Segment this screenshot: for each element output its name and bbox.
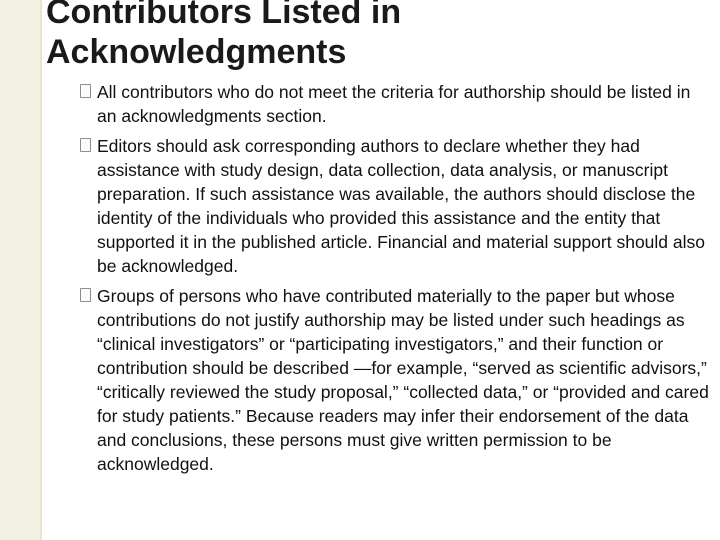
slide-title-line-2: Acknowledgments xyxy=(46,33,347,71)
slide-title-line-1: Contributors Listed in xyxy=(46,0,402,31)
missing-glyph-box-icon xyxy=(80,288,91,302)
bullet-text-1: All contributors who do not meet the criteria for authorship should be listed in an acknowledgments section. xyxy=(97,82,691,126)
slide-title xyxy=(46,0,401,72)
decorative-side-strip xyxy=(0,0,40,540)
bullet-text-3: Groups of persons who have contributed materially to the paper but whose contributions do not justify authorship may be listed under such headings as “clinical investigators” or “participating investigators,” and their function or contribution should be described —for example, “served as scientific advisors,” “critically reviewed the study proposal,” “collected data,” or “provided and cared for study patients.” Because readers may infer their endorsement of the data and conclusions, these persons must give written permission to be acknowledged. xyxy=(97,286,709,474)
bullet-item-3 xyxy=(80,284,712,476)
bullet-item-2 xyxy=(80,134,712,278)
missing-glyph-box-icon xyxy=(80,138,91,152)
bullet-text-2: Editors should ask corresponding authors to declare whether they had assistance with study design, data collection, data analysis, or manuscript preparation. If such assistance was available, the authors should disclose the identity of the individuals who provided this assistance and the entity that supported it in the published article. Financial and material support should also be acknowledged. xyxy=(97,136,705,276)
missing-glyph-box-icon xyxy=(80,84,91,98)
decorative-side-line xyxy=(40,0,42,540)
bullet-list xyxy=(80,80,712,482)
bullet-item-1 xyxy=(80,80,712,128)
